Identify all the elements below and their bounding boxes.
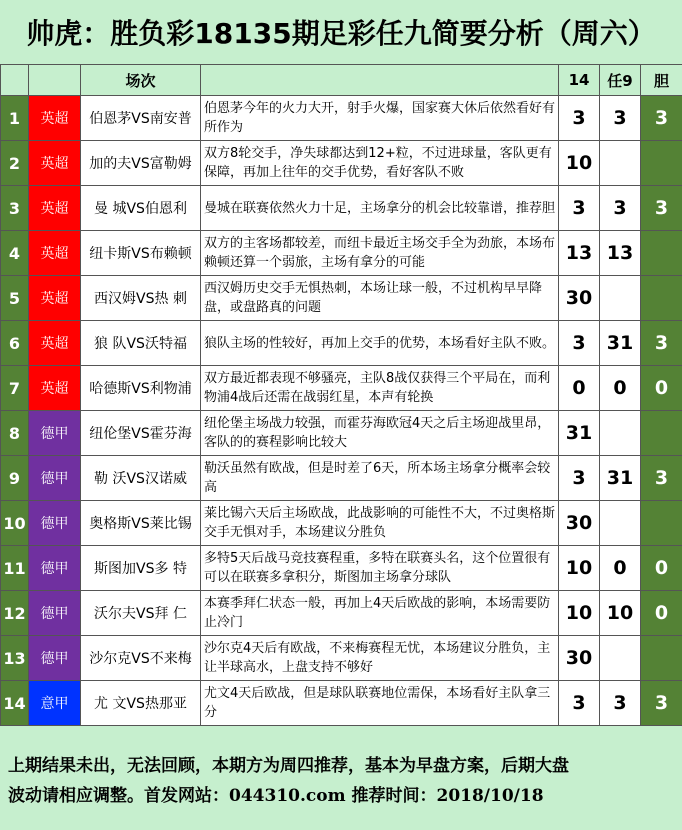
- analysis-text: 莱比锡六天后主场欧战，此战影响的可能性不大，不过奥格斯交手无惧对手，本场建议分胜负: [201, 501, 559, 546]
- table-row: [1, 276, 682, 321]
- row-number: 3: [1, 186, 29, 231]
- league-badge: 英超: [29, 276, 81, 321]
- pick-14: 3: [559, 186, 600, 231]
- table-row: [1, 231, 682, 276]
- table-row: [1, 366, 682, 411]
- match-name: 狼 队VS沃特福: [81, 321, 201, 366]
- row-number: 1: [1, 96, 29, 141]
- analysis-text: 纽伦堡主场战力较强，而霍芬海欧冠4天之后主场迎战里昂，客队的的赛程影响比较大: [201, 411, 559, 456]
- table-row: [1, 501, 682, 546]
- pick-r9: [600, 636, 641, 681]
- league-badge: 德甲: [29, 546, 81, 591]
- header-no: [1, 65, 29, 96]
- table-row: [1, 411, 682, 456]
- row-number: 9: [1, 456, 29, 501]
- footer-note: [0, 739, 682, 830]
- pick-r9: 31: [600, 321, 641, 366]
- header-r9: 任9: [600, 65, 641, 96]
- pick-14: 30: [559, 501, 600, 546]
- pick-14: 10: [559, 546, 600, 591]
- match-name: 沃尔夫VS拜 仁: [81, 591, 201, 636]
- match-name: 哈德斯VS利物浦: [81, 366, 201, 411]
- pick-r9: 3: [600, 681, 641, 726]
- analysis-text: 多特5天后战马竞技赛程重，多特在联赛头名，这个位置很有可以在联赛多拿积分，斯图加主场拿分球队: [201, 546, 559, 591]
- pick-dan: [641, 411, 682, 456]
- analysis-text: 伯恩茅今年的火力大开，射手火爆，国家赛大休后依然看好有所作为: [201, 96, 559, 141]
- pick-14: 13: [559, 231, 600, 276]
- pick-dan: 3: [641, 186, 682, 231]
- footer-line-2: 波动请相应调整。首发网站：044310.com 推荐时间：2018/10/18: [8, 786, 544, 806]
- row-number: 4: [1, 231, 29, 276]
- pick-14: 3: [559, 456, 600, 501]
- pick-r9: 10: [600, 591, 641, 636]
- pick-dan: 0: [641, 546, 682, 591]
- analysis-text: 尤文4天后欧战，但是球队联赛地位需保，本场看好主队拿三分: [201, 681, 559, 726]
- league-badge: 德甲: [29, 636, 81, 681]
- pick-dan: 3: [641, 456, 682, 501]
- pick-r9: [600, 276, 641, 321]
- pick-dan: [641, 636, 682, 681]
- analysis-text: 狼队主场的性较好，再加上交手的优势，本场看好主队不败。: [201, 321, 559, 366]
- pick-dan: 3: [641, 321, 682, 366]
- row-number: 13: [1, 636, 29, 681]
- match-name: 伯恩茅VS南安普: [81, 96, 201, 141]
- pick-14: 30: [559, 276, 600, 321]
- table-row: [1, 456, 682, 501]
- match-name: 奥格斯VS莱比锡: [81, 501, 201, 546]
- match-name: 纽卡斯VS布赖顿: [81, 231, 201, 276]
- league-badge: 英超: [29, 366, 81, 411]
- row-number: 12: [1, 591, 29, 636]
- header-dan: 胆: [641, 65, 682, 96]
- league-badge: 德甲: [29, 501, 81, 546]
- table-row: [1, 546, 682, 591]
- pick-14: 3: [559, 321, 600, 366]
- pick-r9: 31: [600, 456, 641, 501]
- analysis-text: 本赛季拜仁状态一般，再加上4天后欧战的影响，本场需要防止冷门: [201, 591, 559, 636]
- row-number: 14: [1, 681, 29, 726]
- pick-14: 10: [559, 591, 600, 636]
- league-badge: 意甲: [29, 681, 81, 726]
- pick-dan: [641, 501, 682, 546]
- table-row: [1, 636, 682, 681]
- pick-dan: 3: [641, 96, 682, 141]
- match-name: 斯图加VS多 特: [81, 546, 201, 591]
- match-name: 沙尔克VS不来梅: [81, 636, 201, 681]
- table-row: [1, 591, 682, 636]
- table-row: [1, 321, 682, 366]
- header-league: [29, 65, 81, 96]
- row-number: 7: [1, 366, 29, 411]
- row-number: 11: [1, 546, 29, 591]
- match-name: 曼 城VS伯恩利: [81, 186, 201, 231]
- pick-dan: [641, 141, 682, 186]
- analysis-text: 勒沃虽然有欧战，但是时差了6天，所本场主场拿分概率会较高: [201, 456, 559, 501]
- table-row: [1, 681, 682, 726]
- pick-r9: 0: [600, 546, 641, 591]
- analysis-text: 西汉姆历史交手无惧热刺，本场让球一般，不过机构早早降盘，或盘路真的问题: [201, 276, 559, 321]
- match-name: 尤 文VS热那亚: [81, 681, 201, 726]
- match-name: 加的夫VS富勒姆: [81, 141, 201, 186]
- pick-r9: 0: [600, 366, 641, 411]
- pick-r9: [600, 411, 641, 456]
- pick-r9: 3: [600, 186, 641, 231]
- league-badge: 英超: [29, 231, 81, 276]
- analysis-text: 双方8轮交手，净失球都达到12+粒，不过进球量，客队更有保障，再加上往年的交手优势，看好客队不败: [201, 141, 559, 186]
- league-badge: 英超: [29, 321, 81, 366]
- pick-r9: 13: [600, 231, 641, 276]
- pick-dan: 3: [641, 681, 682, 726]
- page-title: 帅虎：胜负彩18135期足彩任九简要分析（周六）: [0, 0, 682, 64]
- row-number: 5: [1, 276, 29, 321]
- league-badge: 英超: [29, 141, 81, 186]
- league-badge: 英超: [29, 96, 81, 141]
- league-badge: 德甲: [29, 411, 81, 456]
- pick-14: 30: [559, 636, 600, 681]
- table-row: [1, 186, 682, 231]
- league-badge: 德甲: [29, 591, 81, 636]
- row-number: 6: [1, 321, 29, 366]
- row-number: 10: [1, 501, 29, 546]
- match-name: 勒 沃VS汉诺威: [81, 456, 201, 501]
- pick-14: 31: [559, 411, 600, 456]
- table-row: [1, 96, 682, 141]
- table-row: [1, 141, 682, 186]
- pick-r9: [600, 141, 641, 186]
- pick-r9: [600, 501, 641, 546]
- header-14: 14: [559, 65, 600, 96]
- league-badge: 德甲: [29, 456, 81, 501]
- pick-r9: 3: [600, 96, 641, 141]
- header-analysis: [201, 65, 559, 96]
- footer-line-1: 上期结果未出，无法回顾，本期方为周四推荐，基本为早盘方案，后期大盘: [8, 756, 569, 776]
- pick-14: 3: [559, 681, 600, 726]
- row-number: 8: [1, 411, 29, 456]
- analysis-text: 双方的主客场都较差，而纽卡最近主场交手全为劲旅，本场布赖顿还算一个弱旅，主场有拿分的可能: [201, 231, 559, 276]
- analysis-text: 曼城在联赛依然火力十足，主场拿分的机会比较靠谱，推荐胆: [201, 186, 559, 231]
- pick-dan: 0: [641, 591, 682, 636]
- match-name: 纽伦堡VS霍芬海: [81, 411, 201, 456]
- analysis-text: 沙尔克4天后有欧战，不来梅赛程无忧，本场建议分胜负，主让半球高水，上盘支持不够好: [201, 636, 559, 681]
- pick-14: 10: [559, 141, 600, 186]
- pick-14: 0: [559, 366, 600, 411]
- match-name: 西汉姆VS热 刺: [81, 276, 201, 321]
- pick-dan: [641, 231, 682, 276]
- pick-dan: [641, 276, 682, 321]
- header-row: [1, 65, 682, 96]
- analysis-text: 双方最近都表现不够骚亮，主队8战仅获得三个平局在，而利物浦4战后还需在战弱红星，本声有轮换: [201, 366, 559, 411]
- header-match: 场次: [81, 65, 201, 96]
- row-number: 2: [1, 141, 29, 186]
- league-badge: 英超: [29, 186, 81, 231]
- analysis-table: [0, 64, 682, 726]
- pick-14: 3: [559, 96, 600, 141]
- pick-dan: 0: [641, 366, 682, 411]
